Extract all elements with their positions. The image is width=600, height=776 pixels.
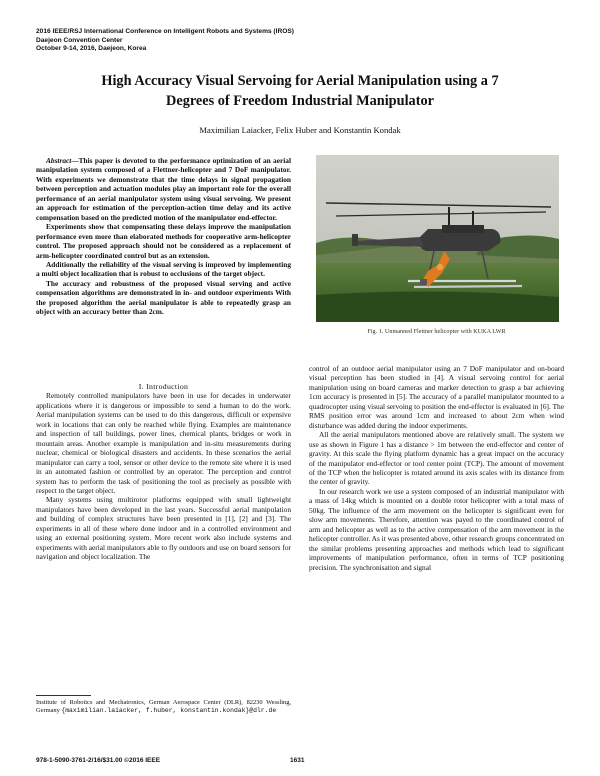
- abstract-paragraph-3: Additionally the reliability of the visual serving is improved by implementing a multi object localization that is robust to occlusions of the target object.: [36, 259, 291, 279]
- helicopter-photo: [316, 155, 559, 322]
- abstract-paragraph-4: The accuracy and robustness of the proposed visual serving and active compensation algorithms are demonstrated in in- and outdoor experiments With the proposed algorithm the aerial manipulator is able to repeatedly grasp an object with an accuracy better than 2cm.: [36, 278, 291, 317]
- title-line-1: High Accuracy Visual Servoing for Aerial Manipulation using a 7: [101, 73, 499, 89]
- right-paragraph-3: In our research work we use a system composed of an industrial manipulator with a mass of 14kg which is mounted on a double rotor helicopter with a total mass of 50kg. The influence of the arm movement on the helicopter is significant even for slow arm movements. Therefore, attention was payed to the coordinated control of arm and helicopter as well as to the active compensation of the arm movement in the helicopter controller. As it was presented above, other research groups concentrated on the similar problems presenting approaches and methods which lead to significant improvements of manipulation performance, often in terms of TCP positioning precision. The synchronisation and signal: [309, 486, 564, 572]
- conference-header: [36, 28, 566, 54]
- intro-paragraph-1: Remotely controlled manipulators have been in use for decades in underwater applications where it is dangerous or impossible to send a human to do the work. Aerial manipulation systems can be used to do this dangerous, difficult or expensive work in locations that can only be reached while flying. Examples are maintenance and inspection of tall buildings, power lines, chemical plants, bridges or work in mountain areas. Another example is manipulation and in-situ measurements during nuclear, chemical or biological disasters and accidents. In these scenarios the aerial manipulator can carry a tool, sensor or other device to the remote site where it is used in an automated fashion or controlled by an operator. The perception and control system has to perform the task of positioning the tool as precisely as possible with respect to the target object.: [36, 391, 291, 495]
- conference-date: October 9-14, 2016, Daejeon, Korea: [36, 45, 147, 53]
- right-paragraph-1: control of an outdoor aerial manipulator using an 7 DoF manipulator and on-board visual perception has been studied in [4]. A visual servoing control for aerial manipulation using on board cameras and marker detection to grasp a bar achieving 1cm accuracy is presented in [5]. The accuracy of a parallel manipulator mounted to a quadrocopter using visual servoing to position the end-effector is evaluated in [6]. The RMS position error was around 1cm and increased to about 2cm when wind disturbance was added during the indoor experiments.: [309, 364, 564, 430]
- title-line-2: Degrees of Freedom Industrial Manipulator: [166, 93, 434, 109]
- footnote-affiliation: Institute of Robotics and Mechatronics, German Aerospace Center (DLR), 82230 Wessling, Germany: [36, 699, 291, 715]
- conference-name: 2016 IEEE/RSJ International Conference on Intelligent Robots and Systems (IROS): [36, 28, 294, 35]
- abstract-paragraph-2: Experiments show that compensating these delays improve the manipulation performance even more than elaborated methods for cooperative arm-helicopter control. The proposed approach should not be considered as a replacement of arm-helicopter coordinated control but as an extension.: [36, 222, 291, 260]
- abstract-label: Abstract: [46, 156, 72, 165]
- intro-paragraph-2: Many systems using multirotor platforms equipped with small lightweight manipulators have been developed in the last years. Successful aerial manipulation and building of complex structures have been presented in [1], [2] and [3]. The experiments in all of these where done indoor and in a controlled environment and using an external positioning system. More recent work also include systems and experiments with aerial manipulators able to fly outdoors and use on board sensors for navigation and object localization. The: [36, 495, 291, 562]
- author-list: Maximilian Laiacker, Felix Huber and Konstantin Kondak: [199, 125, 401, 135]
- left-column-body: [36, 382, 291, 562]
- abstract: [36, 156, 291, 317]
- right-paragraph-2: All the aerial manipulators mentioned above are relatively small. The system we use as shown in Figure 1 has a distance > 1m between the end-effector and center of gravity. At this scale the flying platform dynamic has a great impact on the accuracy of the manipulator end-effector or tool center point (TCP). The amount of movement of the TCP when the helicopter is rotated around its axis scales with its distance from the center of gravity.: [309, 430, 564, 487]
- abstract-paragraph-1: [36, 156, 291, 222]
- right-column-body: [309, 364, 564, 572]
- conference-venue: Daejeon Convention Center: [36, 36, 123, 44]
- page-number: 1631: [290, 757, 305, 764]
- footnote-emails: {maximilian.laiacker, f.huber, konstantin.kondak}@dlr.de: [61, 707, 277, 715]
- paper-title: [40, 71, 560, 111]
- footnote-rule: [36, 695, 91, 696]
- abstract-text-1: —This paper is devoted to the performance optimization of an aerial manipulation system composed of a Flettner-helicopter and 7 DoF manipulator. With experiments we demonstrate that the time delays in signal propagation between perception and actuation modules play an important role for the overall performance of an aerial manipulator system using visual servoing. We present an approach for estimation of the perception-action time delay and its active compensation based on the predicted motion of the manipulator end-effector.: [36, 156, 291, 222]
- section-heading-introduction: I. Introduction: [138, 382, 189, 391]
- helicopter-photo-image: [316, 155, 559, 322]
- footnote: [36, 699, 291, 715]
- footer-isbn: 978-1-5090-3761-2/16/$31.00 ©2016 IEEE: [36, 757, 161, 764]
- figure-caption: Fig. 1. Unmanned Flettner helicopter with KUKA LWR: [367, 328, 506, 335]
